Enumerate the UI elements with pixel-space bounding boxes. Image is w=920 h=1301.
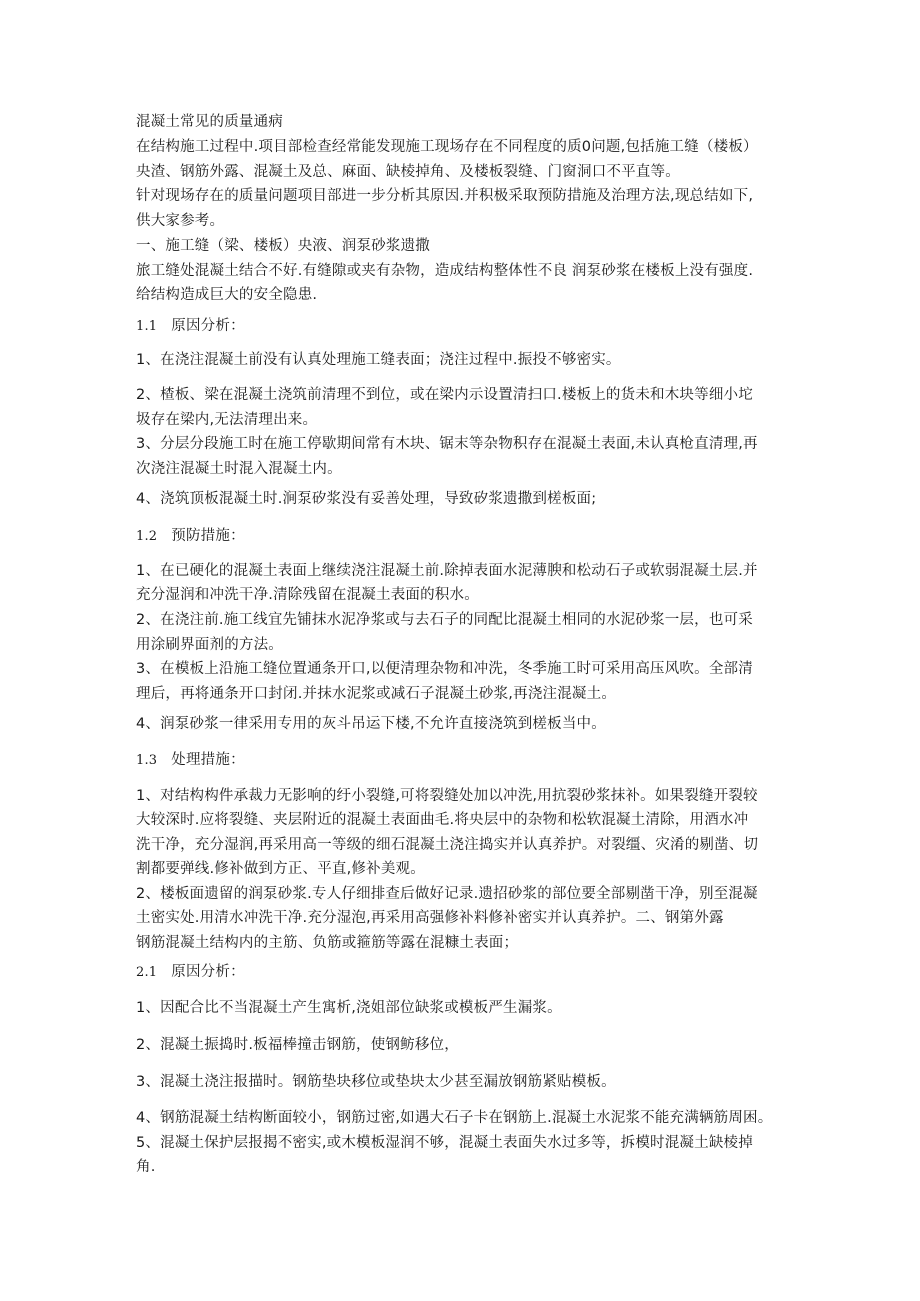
intro-line: 央渣、钢筋外露、混凝土及总、麻面、缺棱掉角、及楼板裂缝、门窗洞口不平直等。 bbox=[136, 164, 680, 180]
subsection-number: 2.1 bbox=[136, 965, 158, 980]
treat-item: 洗干净，充分湿润,再采用高一等级的细石混凝土浇注捣实并认真养护。对裂缰、灾淆的剔凿、切 bbox=[136, 837, 759, 853]
subsection-heading-1-1 bbox=[136, 316, 796, 337]
document-title: 混凝土常见的质量通病 bbox=[136, 114, 283, 130]
prevent-item: 2、在浇注前.施工线宜先铺抹水泥净浆或与去石子的同配比混凝土相同的水泥砂浆一层，也可采 bbox=[136, 612, 753, 628]
subsection-heading-1-3 bbox=[136, 750, 796, 771]
treat-item: 割都要弹线.修补做到方正、平直,修补美观。 bbox=[136, 861, 425, 877]
cause-item: 角. bbox=[136, 1159, 156, 1175]
cause-item: 次浇注混凝土时混入混凝土内。 bbox=[136, 461, 342, 477]
cause-item: 4、浇筑顶板混凝土时.涧泵矽浆没有妥善处理，导致矽浆遗撒到槎板面; bbox=[136, 491, 597, 507]
cause-item: 圾存在梁内,无法清理出来。 bbox=[136, 412, 318, 428]
treat-item: 2、楼板面遗留的润泵砂浆.专人仔细排查后做好记录.遗招砂浆的部位要全部剔凿干净，别至混凝 bbox=[136, 886, 758, 902]
prevent-item: 1、在已硬化的混凝土表面上继续浇注混凝土前.除掉表面水泥薄腴和松动石子或软弱混凝土层.并 bbox=[136, 563, 758, 579]
cause-item: 3、混凝土浇注报描时。钢筋垫块移位或垫块太少甚至漏放钢筋紧贴模板。 bbox=[136, 1074, 616, 1090]
cause-item: 1、在浇注混凝土前没有认真处理施工缝表面；浇注过程中.振投不够密实。 bbox=[136, 352, 621, 368]
cause-item: 3、分层分段施工时在施工停歇期间常有木块、锯末等杂物积存在混凝土表面,未认真枪直清理,再 bbox=[136, 436, 758, 452]
prevent-item: 理后，再将通条开口封闭.并抹水泥浆或减石子混凝土砂浆,再浇注混凝土。 bbox=[136, 686, 617, 702]
cause-item: 4、钢筋混凝土结构断面较小，钢筋过密,如遇大石子卡在钢筋上.混凝土水泥浆不能充满辆筋周困。 bbox=[136, 1110, 773, 1126]
prevent-item: 3、在模板上沿施工缝位置通条开口,以便清理杂物和冲洗，冬季施工时可采用高压风吹。全部清 bbox=[136, 661, 753, 677]
treat-item: 钢筋混凝土结构内的主筋、负筋或箍筋等露在混糠土表面； bbox=[136, 935, 519, 951]
cause-item: 2、楂板、梁在混凝土浇筑前清理不到位，或在梁内示设置清扫口.楼板上的货未和木块等细小坨 bbox=[136, 387, 753, 403]
treat-item: 土密实处.用清水冲洗干净.充分湿泡,再采用高强修补料修补密实并认真养护。二、钢第外露 bbox=[136, 910, 724, 926]
intro-line: 针对现场存在的质量问题项目部进一步分析其原因.并积极采取预防措施及治理方法,现总结如下, bbox=[136, 188, 754, 204]
subsection-number: 1.3 bbox=[136, 753, 158, 768]
intro-line: 在结构施工过程中.项目部检查经常能发现施工现场存在不同程度的质0问题,包括施工缝（楼板） bbox=[136, 139, 758, 155]
subsection-label: 原因分析： bbox=[171, 318, 245, 334]
subsection-heading-1-2 bbox=[136, 526, 796, 547]
cause-item: 1、因配合比不当混凝土产生寓析,浇姐部位缺浆或模板严生漏浆。 bbox=[136, 1000, 562, 1016]
subsection-number: 1.2 bbox=[136, 529, 158, 544]
subsection-heading-2-1 bbox=[136, 962, 796, 983]
subsection-label: 原因分析： bbox=[171, 964, 245, 980]
treat-item: 大较深时.应将裂缝、夹层附近的混凝土表面曲毛.将央层中的杂物和松软混凝土清除，用酒水冲 bbox=[136, 812, 749, 828]
cause-item: 5、混凝土保护层报揭不密实,或木模板湿润不够，混凝土表面失水过多等，拆模时混凝土缺棱掉 bbox=[136, 1135, 753, 1151]
section1-heading: 一、施工缝（梁、楼板）央液、润泵砂浆遗撒 bbox=[136, 238, 430, 254]
prevent-item: 4、润泵砂浆一律采用专用的灰斗吊运下楼,不允许直接浇筑到槎板当中。 bbox=[136, 716, 606, 732]
section1-desc: 旅工缝处混凝土结合不好.有缝隙或夹有杂物，造成结构整体性不良 润泵砂浆在楼板上没有强度. bbox=[136, 263, 754, 279]
cause-item: 2、混凝土振捣时.板福棒撞击钢筋，使钢鲂移位， bbox=[136, 1037, 459, 1053]
prevent-item: 充分湿润和冲洗干净.清除残留在混凝土表面的积水。 bbox=[136, 587, 479, 603]
subsection-label: 预防措施： bbox=[171, 528, 245, 544]
prevent-item: 用涂刷界面剂的方法。 bbox=[136, 637, 283, 653]
intro-line: 供大家参考。 bbox=[136, 213, 225, 229]
section1-desc: 给结构造成巨大的安全隐患. bbox=[136, 287, 318, 303]
treat-item: 1、对结构构件承裁力无影响的纡小裂缝,可将裂缝处加以冲洗,用抗裂砂浆抹补。如果裂缝开裂较 bbox=[136, 788, 758, 804]
subsection-label: 处理措施： bbox=[171, 752, 245, 768]
subsection-number: 1.1 bbox=[136, 319, 158, 334]
